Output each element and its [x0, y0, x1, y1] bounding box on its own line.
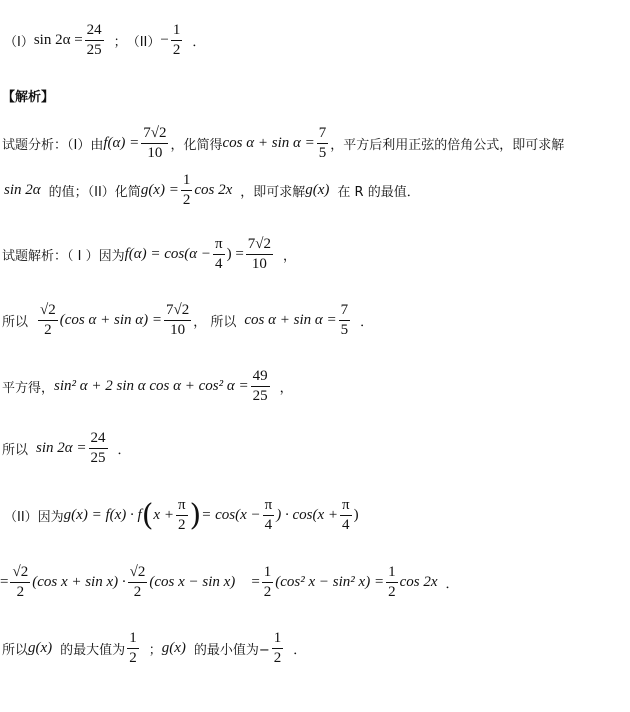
frac-denominator: 2 [133, 584, 142, 600]
frac-numerator: 1 [386, 564, 398, 583]
g-x-max: g(x) [28, 640, 53, 656]
frac-numerator: 24 [89, 430, 108, 449]
jiexi-title-line [2, 86, 630, 105]
sqrt2-over-2 [38, 302, 58, 339]
max-value [127, 630, 139, 667]
frac-numerator: √2 [38, 302, 58, 321]
suoyi: 所以 [2, 315, 29, 330]
solution-line-4 [2, 302, 630, 339]
frac-numerator: 1 [127, 630, 139, 649]
part1-fraction [85, 22, 104, 59]
max-label: 的最大值为 [60, 643, 126, 658]
period: ． [360, 315, 374, 330]
part2-denominator: 2 [172, 42, 181, 58]
analysis-text-f: 在 R 的最值． [337, 185, 420, 200]
frac-denominator: 2 [273, 650, 282, 666]
frac-denominator: 10 [170, 322, 186, 338]
frac-numerator: √2 [128, 564, 148, 583]
analysis-text-d: 的值；（II）化简 [48, 185, 141, 200]
solution-frac-4 [251, 368, 270, 405]
solution-line-5 [2, 368, 630, 405]
right-paren: ) [189, 497, 202, 533]
cos-2x: cos 2x [194, 182, 233, 198]
solution-line-6 [2, 430, 630, 467]
jiexi-title: 【解析】 [2, 90, 55, 105]
solution-frac-5 [89, 430, 108, 467]
analysis-text-b: ，化简得 [170, 138, 223, 153]
analysis-frac-1 [141, 125, 168, 162]
solution-frac-2 [164, 302, 191, 339]
part2-minus: − [160, 32, 169, 48]
frac-denominator: 2 [129, 650, 137, 666]
answer-line [4, 22, 630, 59]
frac-denominator: 2 [388, 584, 396, 600]
frac-denominator: 2 [263, 584, 272, 600]
f-alpha: f(α) = [103, 135, 140, 151]
cos2-minus-sin2: (cos² x − sin² x) = [275, 574, 385, 590]
pi-over-2 [176, 497, 188, 534]
pingfang-de: 平方得， [2, 381, 55, 396]
frac-numerator: π [340, 497, 352, 516]
min-value [272, 630, 284, 667]
half-a [262, 564, 274, 601]
part1-label: （I） [4, 35, 34, 50]
cos-minus-sin-x: (cos x − sin x) [149, 574, 236, 590]
g-eq-f-f: g(x) = f(x) · f [63, 507, 142, 523]
suoyi-3: 所以 [2, 443, 29, 458]
g-x-min: g(x) [161, 640, 186, 656]
analysis-text-c: ，平方后利用正弦的倍角公式，即可求解 [330, 138, 565, 153]
cos-plus-sin-x: (cos x + sin x) · [32, 574, 126, 590]
g-x-2: g(x) [305, 182, 330, 198]
analysis-frac-3 [181, 172, 193, 209]
comma: ， [283, 249, 297, 264]
min-label: 的最小值为− [193, 643, 270, 658]
frac-numerator: 7√2 [246, 236, 273, 255]
frac-numerator: 1 [272, 630, 284, 649]
cos-plus-sin-2: cos α + sin α = [244, 312, 337, 328]
frac-numerator: π [213, 236, 225, 255]
frac-numerator: 7 [339, 302, 351, 321]
part2-label: （II） [126, 35, 161, 50]
comma-2: ， [279, 381, 293, 396]
pi-over-4-b [340, 497, 352, 534]
frac-numerator: 49 [251, 368, 270, 387]
part2-numerator: 1 [171, 22, 183, 41]
close-paren: ) = [226, 246, 244, 262]
frac-denominator: 25 [90, 450, 106, 466]
frac-denominator: 5 [318, 145, 327, 161]
frac-denominator: 2 [16, 584, 25, 600]
solution-line-3 [2, 236, 630, 273]
frac-numerator: √2 [10, 564, 30, 583]
x-plus: x + [153, 507, 174, 523]
frac-numerator: 1 [181, 172, 193, 191]
analysis-text-e: ，即可求解 [240, 185, 306, 200]
sin-2alpha-result: sin 2α = [36, 440, 87, 456]
frac-numerator: 7 [317, 125, 329, 144]
answer-separator: ； [113, 35, 127, 50]
equals-2: = [251, 574, 260, 590]
close-paren-2: ) [353, 507, 359, 523]
analysis-intro: 试题分析：（I）由 [2, 138, 104, 153]
period-4: ． [293, 643, 307, 658]
cos-2x-final: cos 2x [399, 574, 438, 590]
solution-line-9 [2, 630, 630, 667]
period-2: ． [117, 443, 131, 458]
frac-denominator: 4 [342, 517, 350, 533]
solution-line-7 [4, 497, 630, 534]
frac-denominator: 25 [252, 388, 268, 404]
frac-denominator: 2 [177, 517, 186, 533]
answer-end: ． [192, 35, 206, 50]
analysis-line-2 [4, 172, 630, 209]
frac-numerator: 1 [262, 564, 274, 583]
g-x: g(x) = [140, 182, 179, 198]
pi-over-4-a [263, 497, 275, 534]
frac-denominator: 2 [44, 322, 52, 338]
frac-numerator: 7√2 [141, 125, 168, 144]
analysis-frac-2 [317, 125, 329, 162]
cos-plus-sin-paren: (cos α + sin α) = [59, 312, 162, 328]
pi-over-4 [213, 236, 225, 273]
f-alpha-cos: f(α) = cos(α − [124, 246, 211, 262]
frac-denominator: 5 [340, 322, 349, 338]
part1-denominator: 25 [86, 42, 102, 58]
period-3: ． [445, 577, 459, 592]
solution-intro: 试题解析：（ I ）因为 [2, 249, 125, 264]
frac-denominator: 4 [264, 517, 273, 533]
frac-denominator: 2 [182, 192, 191, 208]
sin-2alpha: sin 2α [4, 182, 41, 198]
part1-lhs: sin 2α = [33, 32, 83, 48]
frac-numerator: π [263, 497, 275, 516]
cos-x-plus: ) · cos(x + [276, 507, 338, 523]
semicolon: ； [148, 643, 162, 658]
solution-line-8 [0, 564, 630, 601]
squared-expansion: sin² α + 2 sin α cos α + cos² α = [54, 378, 249, 394]
part2-because: （II）因为 [4, 510, 64, 525]
frac-denominator: 4 [215, 256, 223, 272]
part2-fraction [171, 22, 183, 59]
solution-frac-1 [246, 236, 273, 273]
frac-denominator: 10 [147, 145, 163, 161]
suoyi-2: ， 所以 [193, 315, 237, 330]
frac-numerator: 7√2 [164, 302, 191, 321]
equals: = [0, 574, 9, 590]
frac-denominator: 10 [251, 256, 267, 272]
part1-numerator: 24 [85, 22, 104, 41]
cos-plus-sin: cos α + sin α = [222, 135, 315, 151]
half-b [386, 564, 398, 601]
analysis-line-1 [2, 125, 630, 162]
frac-numerator: π [176, 497, 188, 516]
sqrt2-over-2-b [128, 564, 148, 601]
suoyi-4: 所以 [2, 643, 29, 658]
sqrt2-over-2-a [10, 564, 30, 601]
left-paren: ( [141, 497, 154, 533]
solution-frac-3 [339, 302, 351, 339]
eq-cos-x-minus: = cos(x − [201, 507, 261, 523]
